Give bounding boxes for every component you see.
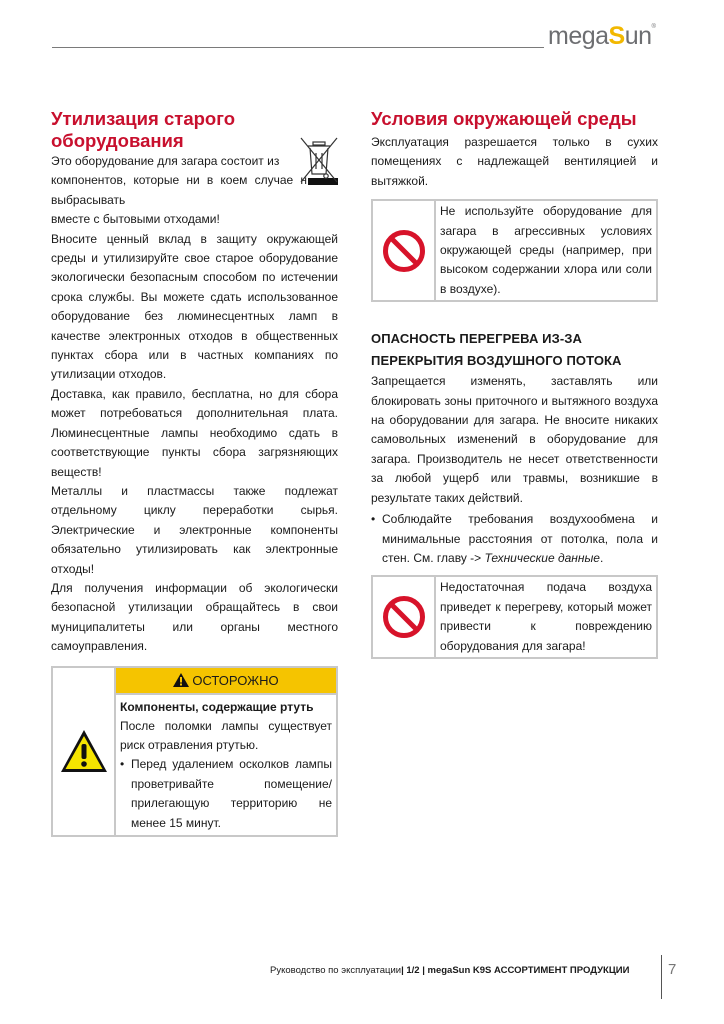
environment-notice-box: [371, 199, 658, 302]
section-title-disposal: Утилизация старого оборудования: [51, 108, 235, 151]
notice-text: Не используйте оборудование для загара в агрессивных условиях окружающей среды (например, при высоком содержании хлора или соли в воздухе).: [440, 204, 652, 296]
left-column: [51, 108, 338, 837]
prohibition-icon: [382, 595, 426, 639]
disposal-intro-line-2: компонентов, которые ни в коем случае н: [51, 171, 338, 190]
disposal-paragraph: Для получения информации об экологически безопасной утилизации обращайтесь в свои муниципалитеты или органы местного самоуправления.: [51, 580, 338, 654]
header-rule: [52, 47, 544, 48]
overheat-bullet: • Соблюдайте требования воздухообмена и минимальные расстояния от потолка, пола и стен. См. главу -> Технические данные.: [371, 510, 658, 568]
warning-triangle-icon: [59, 728, 109, 774]
mercury-warning-box: [51, 666, 338, 837]
caution-banner: ОСТОРОЖНО: [116, 668, 336, 695]
disposal-intro-line-3: выбрасывать: [51, 192, 126, 207]
crossed-out-wheelie-bin-icon: [299, 136, 339, 186]
disposal-intro-line-1: Это оборудование для загара состоит из: [51, 154, 280, 168]
overheat-heading-line-2: ПЕРЕКРЫТИЯ ВОЗДУШНОГО ПОТОКА: [371, 353, 622, 369]
disposal-paragraph: Вносите ценный вклад в защиту окружающей среды и утилизируйте свое старое оборудование экологически безопасным способом по истечении срока службы. Вы можете сдать использованное оборудование без люминесцентных ламп в качестве электронных отходов в общественных пунктах сбора или в частных компаниях по утилизации отходов.: [51, 231, 338, 382]
overheat-text: Запрещается изменять, заставлять или блокировать зоны приточного и вытяжного воздуха на оборудовании для загара. Не вносите никаких самовольных изменений в оборудование для загара. Производитель не несет ответственности за любой ущерб или травмы, возникшие в результате таких действий.: [371, 374, 658, 505]
page-number: 7: [668, 961, 677, 978]
page-footer: Руководство по эксплуатации| 1/2 | megaSun K9S АССОРТИМЕНТ ПРОДУКЦИИ: [270, 965, 630, 976]
overheat-heading-line-1: ОПАСНОСТЬ ПЕРЕГРЕВА ИЗ-ЗА: [371, 331, 583, 347]
disposal-intro-line-4: вместе с бытовыми отходами!: [51, 212, 220, 227]
disposal-paragraph: Металлы и пластмассы также подлежат отдельному циклу переработки сырья. Электрические и электронные компоненты обязательно утилизировать как электронные отходы!: [51, 483, 338, 576]
warning-text: После поломки лампы существует риск отравления ртутью.: [120, 718, 332, 752]
warning-title: Компоненты, содержащие ртуть: [120, 699, 314, 714]
warning-bullet: • Перед удалением осколков лампы проветривайте помещение/прилегающую территорию не менее 15 минут.: [120, 755, 332, 833]
footer-divider: [661, 955, 662, 999]
megasun-logo: megaSun®: [548, 22, 656, 50]
notice-text: Недостаточная подача воздуха приведет к перегреву, который может привести к повреждению оборудования для загара!: [440, 580, 652, 653]
right-column: [371, 108, 658, 659]
disposal-paragraph: Доставка, как правило, бесплатна, но для сбора может потребоваться дополнительная плата. Люминесцентные лампы необходимо сдать в соответствующие пункты сбора загрязняющих веществ!: [51, 386, 338, 479]
caution-triangle-icon: [173, 673, 189, 687]
prohibition-icon: [382, 229, 426, 273]
section-title-environment: Условия окружающей среды: [371, 108, 637, 129]
airflow-notice-box: [371, 575, 658, 659]
technical-data-reference: Технические данные: [484, 550, 600, 565]
environment-intro: Эксплуатация разрешается только в сухих помещениях с надлежащей вентиляцией и вытяжкой.: [371, 135, 658, 188]
